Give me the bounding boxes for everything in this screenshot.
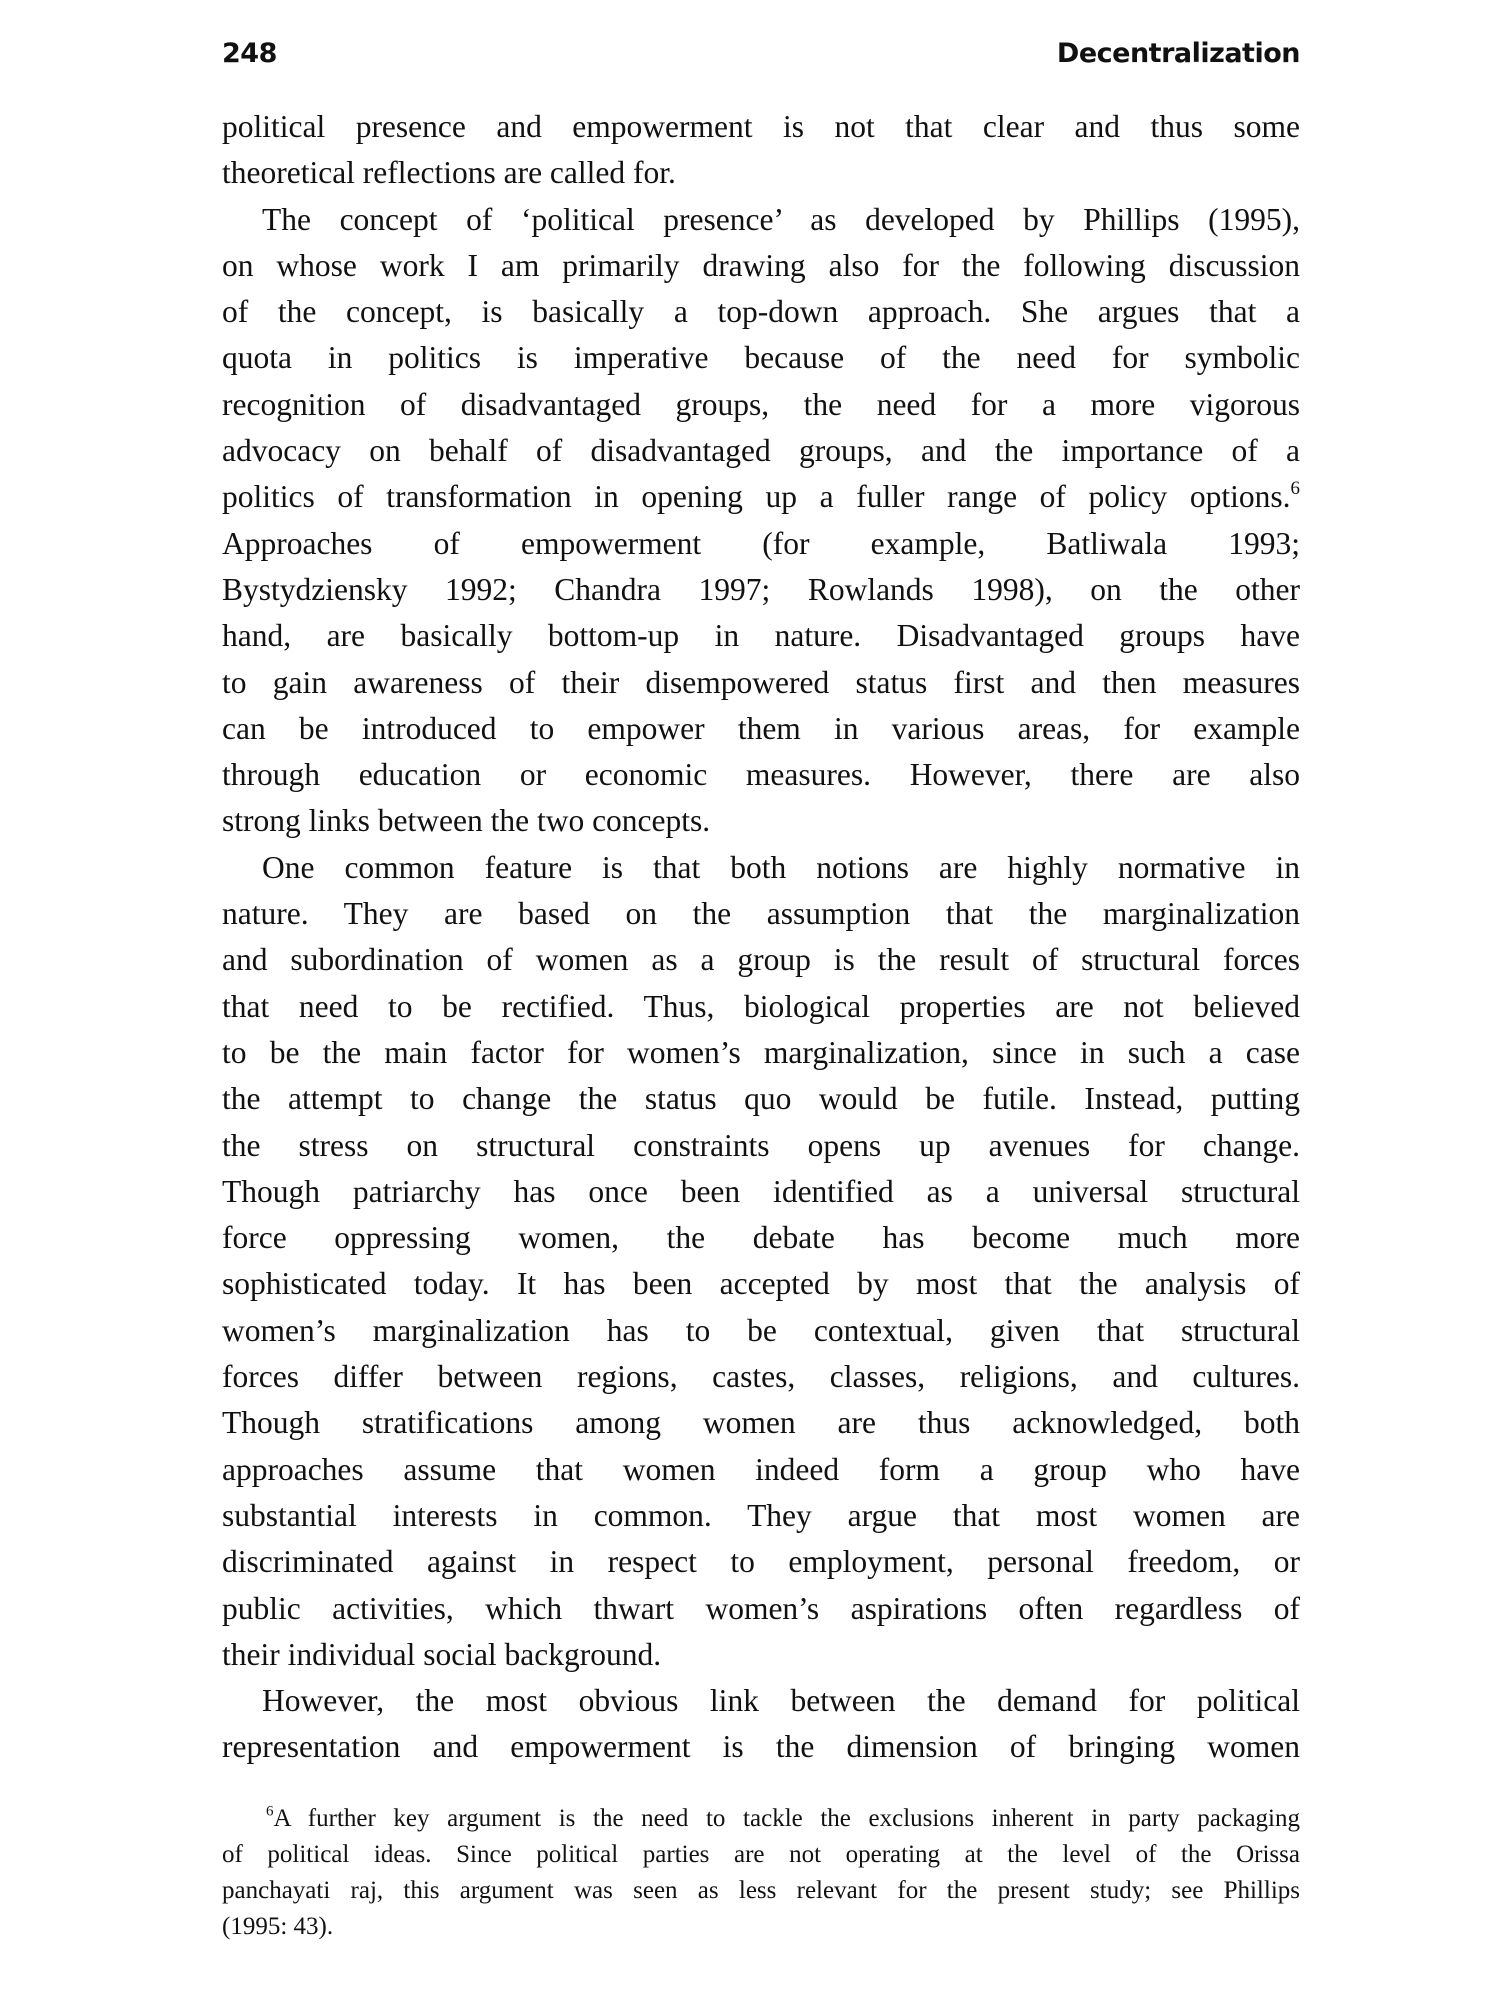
line-text: of political ideas. Since political parties are not operating at the level of the Orissa bbox=[222, 1841, 1300, 1868]
text-line bbox=[222, 1539, 1300, 1585]
text-line bbox=[222, 382, 1300, 428]
page-number: 248 bbox=[222, 38, 277, 69]
text-line bbox=[222, 428, 1300, 474]
text-line bbox=[222, 474, 1300, 520]
line-text: Though stratifications among women are thus acknowledged, both bbox=[222, 1405, 1300, 1441]
line-text: Approaches of empowerment (for example, Batliwala 1993; bbox=[222, 525, 1300, 561]
text-line bbox=[222, 984, 1300, 1030]
line-text: forces differ between regions, castes, classes, religions, and cultures. bbox=[222, 1359, 1300, 1395]
text-line bbox=[222, 1909, 1300, 1945]
text-line bbox=[222, 660, 1300, 706]
body-text bbox=[222, 104, 1300, 1771]
footnote bbox=[222, 1801, 1300, 1945]
line-text: The concept of ‘political presence’ as developed by Phillips (1995), bbox=[262, 201, 1300, 237]
line-text: the attempt to change the status quo would be futile. Instead, putting bbox=[222, 1081, 1300, 1117]
text-line bbox=[222, 798, 1300, 844]
line-text: discriminated against in respect to employment, personal freedom, or bbox=[222, 1544, 1300, 1580]
line-text: panchayati raj, this argument was seen as less relevant for the present study; see Phillips bbox=[222, 1877, 1300, 1904]
line-text: sophisticated today. It has been accepted by most that the analysis of bbox=[222, 1266, 1300, 1302]
line-text: One common feature is that both notions are highly normative in bbox=[262, 849, 1300, 885]
text-line bbox=[222, 1308, 1300, 1354]
footnote-marker: 6 bbox=[266, 1803, 274, 1820]
text-line bbox=[222, 845, 1300, 891]
text-line bbox=[222, 1873, 1300, 1909]
line-text: A further key argument is the need to tackle the exclusions inherent in party packaging bbox=[273, 1805, 1300, 1832]
text-line bbox=[222, 1400, 1300, 1446]
line-text: Bystydziensky 1992; Chandra 1997; Rowlands 1998), on the other bbox=[222, 571, 1300, 607]
line-text: quota in politics is imperative because of the need for symbolic bbox=[222, 340, 1300, 376]
text-line bbox=[222, 891, 1300, 937]
text-line bbox=[222, 335, 1300, 381]
line-text: of the concept, is basically a top-down approach. She argues that a bbox=[222, 294, 1300, 330]
text-line bbox=[222, 1837, 1300, 1873]
text-line bbox=[222, 752, 1300, 798]
line-text: force oppressing women, the debate has become much more bbox=[222, 1220, 1300, 1256]
line-text: advocacy on behalf of disadvantaged groups, and the importance of a bbox=[222, 433, 1300, 469]
running-title: Decentralization bbox=[1056, 38, 1300, 69]
text-line bbox=[222, 289, 1300, 335]
text-line bbox=[222, 613, 1300, 659]
text-line bbox=[222, 937, 1300, 983]
text-line bbox=[222, 1215, 1300, 1261]
text-line bbox=[222, 1030, 1300, 1076]
line-text: (1995: 43). bbox=[222, 1913, 334, 1940]
line-text: substantial interests in common. They argue that most women are bbox=[222, 1497, 1300, 1533]
line-text: women’s marginalization has to be contextual, given that structural bbox=[222, 1312, 1300, 1348]
line-text: approaches assume that women indeed form a group who have bbox=[222, 1451, 1300, 1487]
line-text: However, the most obvious link between the demand for political bbox=[262, 1683, 1300, 1719]
line-text: strong links between the two concepts. bbox=[222, 803, 711, 839]
line-text: Though patriarchy has once been identified as a universal structural bbox=[222, 1173, 1300, 1209]
text-line bbox=[222, 1261, 1300, 1307]
text-line bbox=[222, 521, 1300, 567]
footnote-reference[interactable]: 6 bbox=[1290, 478, 1300, 500]
line-text: theoretical reflections are called for. bbox=[222, 155, 676, 191]
text-line bbox=[222, 243, 1300, 289]
line-text: to be the main factor for women’s marginalization, since in such a case bbox=[222, 1034, 1300, 1070]
line-text: political presence and empowerment is not that clear and thus some bbox=[222, 109, 1300, 144]
line-text: can be introduced to empower them in various areas, for example bbox=[222, 710, 1300, 746]
line-text: and subordination of women as a group is the result of structural forces bbox=[222, 942, 1300, 978]
text-line bbox=[222, 104, 1300, 150]
line-text: the stress on structural constraints opens up avenues for change. bbox=[222, 1127, 1300, 1163]
text-line bbox=[222, 1493, 1300, 1539]
text-line bbox=[222, 567, 1300, 613]
text-line bbox=[222, 1354, 1300, 1400]
text-line bbox=[222, 1586, 1300, 1632]
line-text: through education or economic measures. However, there are also bbox=[222, 757, 1300, 793]
text-line bbox=[222, 1447, 1300, 1493]
line-text: their individual social background. bbox=[222, 1636, 662, 1672]
line-text: recognition of disadvantaged groups, the need for a more vigorous bbox=[222, 386, 1300, 422]
line-text: on whose work I am primarily drawing also for the following discussion bbox=[222, 247, 1300, 283]
text-line bbox=[222, 1724, 1300, 1770]
text-line bbox=[222, 150, 1300, 196]
text-line bbox=[222, 1123, 1300, 1169]
line-text: hand, are basically bottom-up in nature. Disadvantaged groups have bbox=[222, 618, 1300, 654]
text-line bbox=[222, 706, 1300, 752]
text-line bbox=[222, 1169, 1300, 1215]
line-text: nature. They are based on the assumption that the marginalization bbox=[222, 896, 1300, 932]
text-line bbox=[222, 1678, 1300, 1724]
line-text: that need to be rectified. Thus, biological properties are not believed bbox=[222, 988, 1300, 1024]
text-line bbox=[222, 1076, 1300, 1122]
running-header bbox=[222, 38, 1300, 78]
line-text: public activities, which thwart women’s aspirations often regardless of bbox=[222, 1590, 1300, 1626]
text-line bbox=[222, 1801, 1300, 1837]
text-line bbox=[222, 1632, 1300, 1678]
text-line bbox=[222, 197, 1300, 243]
line-text: politics of transformation in opening up a fuller range of policy options. bbox=[222, 479, 1291, 515]
line-text: representation and empowerment is the dimension of bringing women bbox=[222, 1729, 1300, 1765]
line-text: to gain awareness of their disempowered status first and then measures bbox=[222, 664, 1300, 700]
